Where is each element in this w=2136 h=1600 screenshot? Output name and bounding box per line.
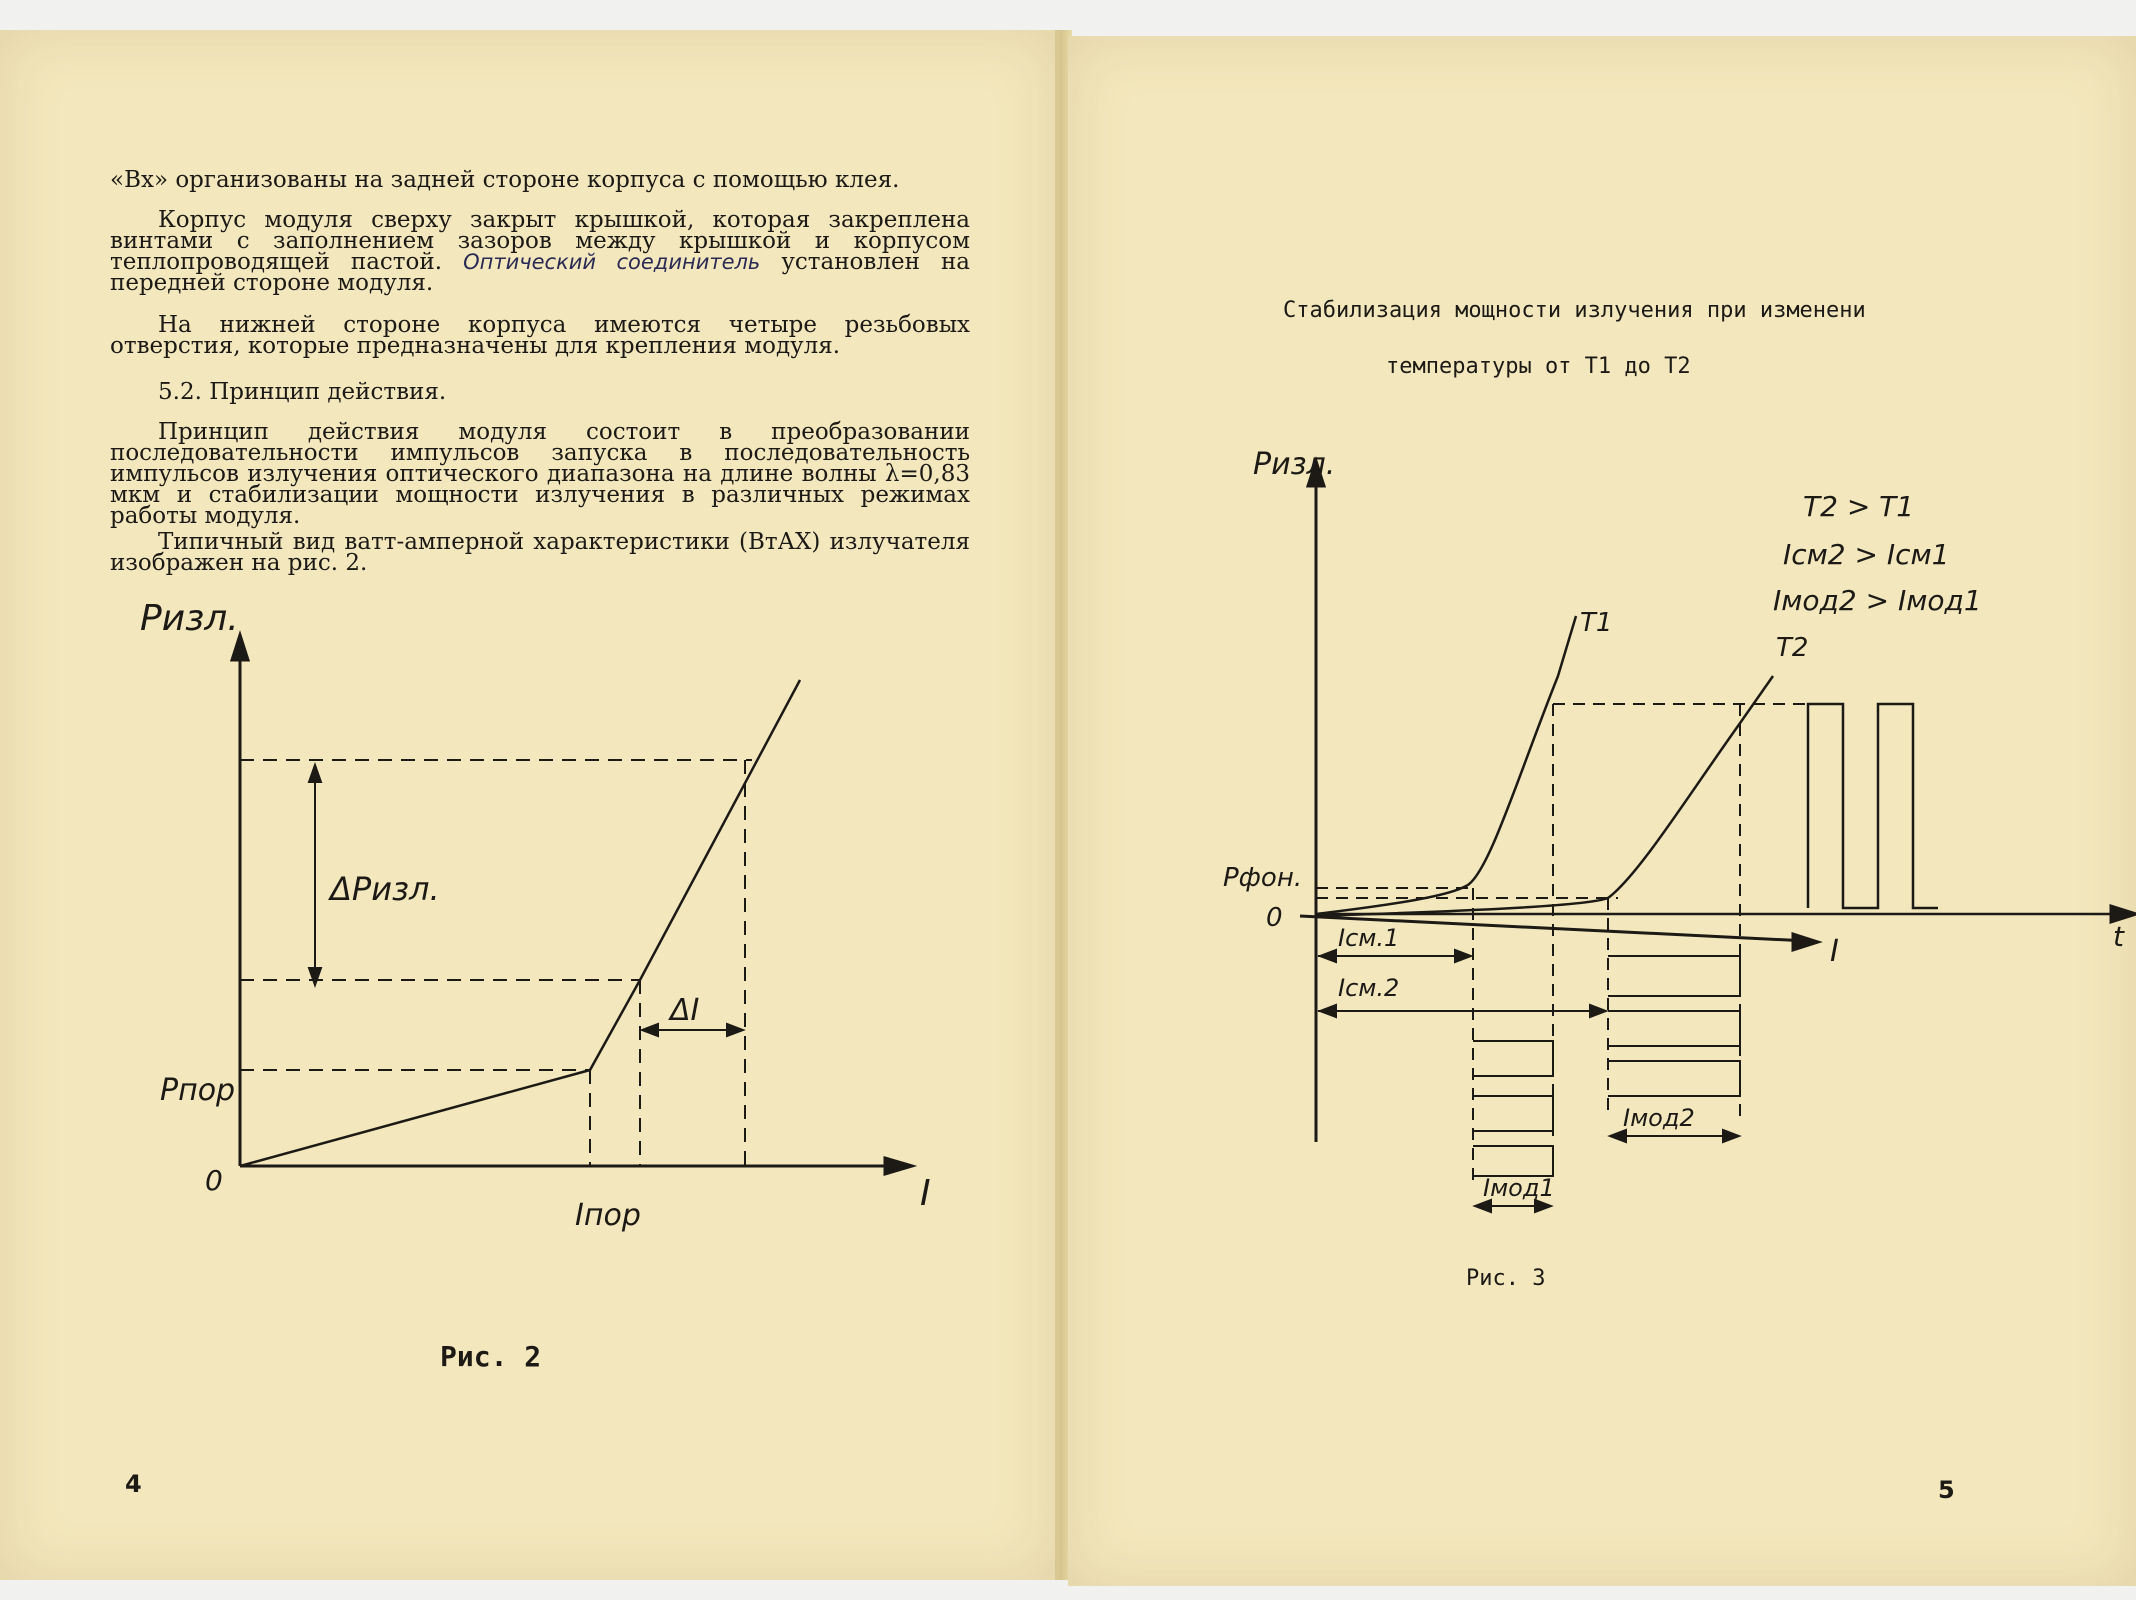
fig3-relation-2: Iсм2 > Iсм1 bbox=[1783, 538, 1950, 571]
figure-3-title-line1: Стабилизация мощности излучения при изменени bbox=[1283, 298, 1866, 323]
right-page bbox=[1068, 36, 2136, 1586]
fig2-threshold-current-label: Iпор bbox=[575, 1198, 641, 1233]
fig3-pulse-train bbox=[1808, 704, 1938, 908]
fig3-y-label: Pизл. bbox=[1253, 447, 1336, 482]
fig3-origin-label: 0 bbox=[1266, 903, 1283, 933]
fig2-threshold-power-label: Pпор bbox=[160, 1073, 236, 1108]
fig2-x-label: I bbox=[920, 1173, 931, 1214]
fig2-delta-i-arrowhead-left bbox=[642, 1024, 658, 1036]
fig2-delta-p-arrowhead-up bbox=[309, 765, 321, 782]
fig2-delta-p-arrowhead-down bbox=[309, 968, 321, 985]
fig3-relation-1: T2 > T1 bbox=[1803, 490, 1915, 523]
fig3-i-arrow bbox=[1793, 934, 1818, 950]
paragraph-cover-end: установлен на передней стороне модуля. bbox=[110, 249, 971, 296]
fig2-delta-power-label: ΔPизл. bbox=[330, 870, 440, 908]
fig3-mod1-label: Iмод1 bbox=[1483, 1174, 1555, 1202]
fig3-curve-t1 bbox=[1316, 616, 1576, 914]
fig3-mod2-label: Iмод2 bbox=[1623, 1104, 1695, 1132]
fig3-t1-label: T1 bbox=[1580, 608, 1613, 638]
fig3-t-label: t bbox=[2113, 920, 2124, 953]
fig2-x-arrow bbox=[885, 1158, 912, 1174]
figure-3-title-line2: температуры от Т1 до Т2 bbox=[1386, 354, 1691, 379]
fig3-bias1-label: Iсм.1 bbox=[1338, 924, 1400, 952]
fig3-mod1-pulse-2 bbox=[1473, 1096, 1553, 1131]
fig2-y-label: Pизл. bbox=[140, 598, 239, 639]
fig3-mod2-pulse-3 bbox=[1608, 1061, 1740, 1096]
paragraph-glue: «Вх» организованы на задней стороне корпуса с помощью клея. bbox=[110, 167, 900, 193]
fig3-pfon-label: Pфон. bbox=[1223, 863, 1303, 893]
fig2-delta-current-label: ΔI bbox=[670, 993, 700, 1028]
fig3-t2-label: T2 bbox=[1776, 633, 1809, 663]
figure-3-diagram bbox=[1068, 36, 2136, 1580]
fig3-mod2-pulse-2 bbox=[1608, 1011, 1740, 1046]
figure-2-caption: Рис. 2 bbox=[440, 1340, 542, 1373]
paragraph-cover-text: Корпус модуля сверху закрыт крышкой, которая закреплена винтами с заполнением зазоров между крышкой и корпусом теплопроводящей пастой. bbox=[110, 207, 970, 275]
page-number-left: 4 bbox=[125, 1470, 142, 1498]
fig2-curve bbox=[240, 680, 800, 1166]
fig3-i-label: I bbox=[1830, 934, 1839, 969]
fig2-origin-label: 0 bbox=[205, 1164, 223, 1197]
fig3-relation-3: Iмод2 > Iмод1 bbox=[1773, 584, 1982, 617]
section-heading: 5.2. Принцип действия. bbox=[158, 379, 447, 405]
handwritten-insert: Оптический соединитель bbox=[463, 250, 761, 274]
paragraph-bottom-holes: На нижней стороне корпуса имеются четыре резьбовых отверстия, которые предназначены для крепления модуля. bbox=[110, 312, 970, 359]
fig2-delta-i-arrowhead-right bbox=[727, 1024, 743, 1036]
page-number-right: 5 bbox=[1938, 1476, 1955, 1504]
figure-3-caption: Рис. 3 bbox=[1466, 1266, 1546, 1291]
fig3-mod2-pulse-1 bbox=[1608, 956, 1740, 996]
paragraph-principle: Принцип действия модуля состоит в преобразовании последовательности импульсов запуска в последовательность импульсов излучения оптического диапазона на длине волны λ=0,83 мкм и стабилизации мощности излучения в различных режимах работы модуля. bbox=[110, 419, 970, 529]
fig3-bias2-label: Iсм.2 bbox=[1338, 974, 1400, 1002]
paragraph-vtah: Типичный вид ватт-амперной характеристики (ВтАХ) излучателя изображен на рис. 2. bbox=[110, 529, 970, 576]
fig3-mod1-pulse-3 bbox=[1473, 1146, 1553, 1176]
fig3-mod1-pulse-1 bbox=[1473, 1041, 1553, 1076]
left-page bbox=[0, 30, 1058, 1580]
